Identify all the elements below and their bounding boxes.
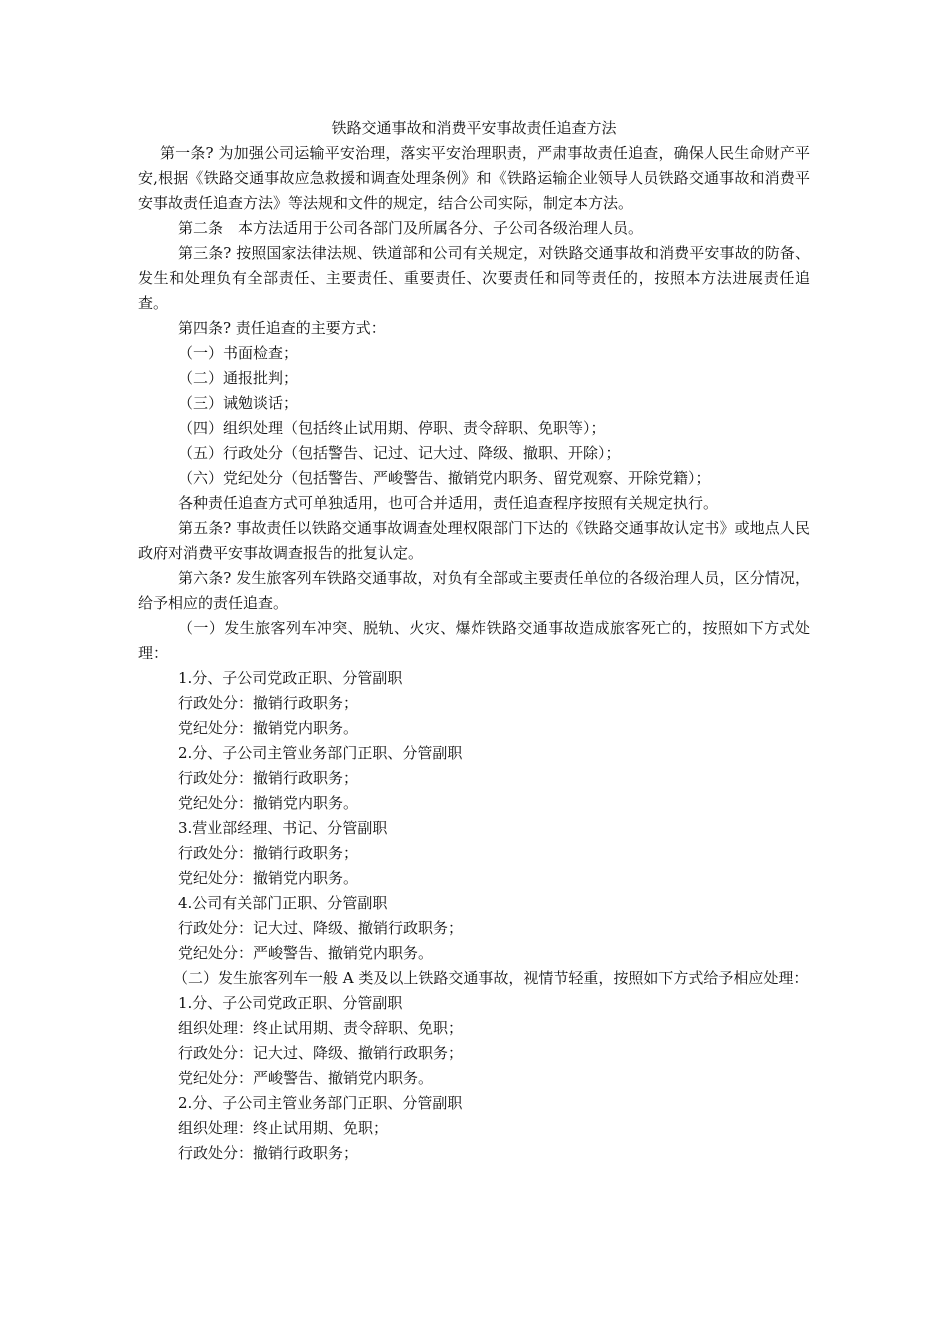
paragraph: 党纪处分：撤销党内职务。	[178, 719, 359, 737]
paragraph: 各种责任追查方式可单独适用，也可合并适用，责任追查程序按照有关规定执行。	[178, 494, 719, 512]
paragraph: 行政处分：记大过、降级、撤销行政职务；	[178, 1044, 464, 1062]
paragraph: 第四条? 责任追查的主要方式：	[178, 319, 386, 337]
paragraph: 党纪处分：严峻警告、撤销党内职务。	[178, 944, 434, 962]
paragraph: 第六条? 发生旅客列车铁路交通事故，对负有全部或主要责任单位的各级治理人员，区分情况，给予相应的责任追查。	[138, 569, 810, 612]
paragraph: （五）行政处分（包括警告、记过、记大过、降级、撤职、开除）；	[178, 444, 621, 462]
paragraph: 党纪处分：撤销党内职务。	[178, 869, 359, 887]
paragraph: 行政处分：撤销行政职务；	[178, 769, 359, 787]
document-body	[138, 141, 810, 1166]
paragraph: 3.营业部经理、书记、分管副职	[178, 819, 388, 837]
paragraph: （二）通报批判；	[178, 369, 299, 387]
paragraph: 党纪处分：撤销党内职务。	[178, 794, 359, 812]
paragraph: 1.分、子公司党政正职、分管副职	[178, 669, 403, 687]
paragraph: （六）党纪处分（包括警告、严峻警告、撤销党内职务、留党观察、开除党籍）；	[178, 469, 711, 487]
paragraph: 2.分、子公司主管业务部门正职、分管副职	[178, 1094, 463, 1112]
paragraph: 1.分、子公司党政正职、分管副职	[178, 994, 403, 1012]
paragraph: 组织处理：终止试用期、免职；	[178, 1119, 389, 1137]
paragraph: 第一条? 为加强公司运输平安治理，落实平安治理职责，严肃事故责任追查，确保人民生命财产平安,根据《铁路交通事故应急救援和调查处理条例》和《铁路运输企业领导人员铁路交通事故和消费平安事故责任追查方法》等法规和文件的规定，结合公司实际，制定本方法。	[138, 144, 810, 212]
paragraph: 第二条 本方法适用于公司各部门及所属各分、子公司各级治理人员。	[178, 219, 644, 237]
paragraph: （三）诫勉谈话；	[178, 394, 299, 412]
paragraph: 4.公司有关部门正职、分管副职	[178, 894, 388, 912]
document-page	[138, 116, 810, 1166]
paragraph: 组织处理：终止试用期、责令辞职、免职；	[178, 1019, 464, 1037]
paragraph: （四）组织处理（包括终止试用期、停职、责令辞职、免职等）；	[178, 419, 606, 437]
paragraph: 行政处分：撤销行政职务；	[178, 1144, 359, 1162]
paragraph: 行政处分：记大过、降级、撤销行政职务；	[178, 919, 464, 937]
paragraph: （一）发生旅客列车冲突、脱轨、火灾、爆炸铁路交通事故造成旅客死亡的，按照如下方式处理：	[138, 619, 810, 662]
paragraph: 行政处分：撤销行政职务；	[178, 844, 359, 862]
paragraph: （一）书面检查；	[178, 344, 299, 362]
document-title: 铁路交通事故和消费平安事故责任追查方法	[331, 119, 617, 137]
paragraph: 第五条? 事故责任以铁路交通事故调查处理权限部门下达的《铁路交通事故认定书》或地点人民政府对消费平安事故调查报告的批复认定。	[138, 519, 810, 562]
paragraph: 党纪处分：严峻警告、撤销党内职务。	[178, 1069, 434, 1087]
paragraph: （二）发生旅客列车一般 A 类及以上铁路交通事故，视情节轻重，按照如下方式给予相应处理：	[173, 969, 809, 987]
paragraph: 第三条? 按照国家法律法规、铁道部和公司有关规定，对铁路交通事故和消费平安事故的防备、发生和处理负有全部责任、主要责任、重要责任、次要责任和同等责任的，按照本方法进展责任追查。	[138, 244, 810, 312]
paragraph: 2.分、子公司主管业务部门正职、分管副职	[178, 744, 463, 762]
paragraph: 行政处分：撤销行政职务；	[178, 694, 359, 712]
